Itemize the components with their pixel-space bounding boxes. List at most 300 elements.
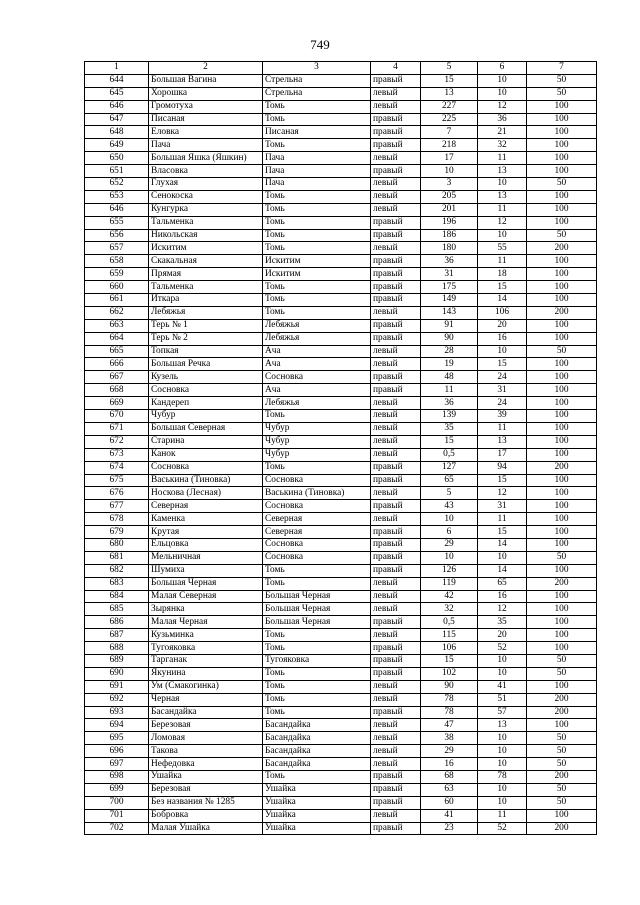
table-row [85,216,597,229]
zone-width-cell: 200 [527,577,597,590]
river-name-cell: Без названия № 1285 [149,796,263,809]
distance-cell: 23 [421,822,478,835]
recipient-cell: Ача [263,345,371,358]
table-row [85,500,597,513]
recipient-cell: Томь [263,242,371,255]
distance-cell: 196 [421,216,478,229]
table-row [85,294,597,307]
length-cell: 10 [478,732,527,745]
distance-cell: 119 [421,577,478,590]
bank-cell: левый [371,242,421,255]
recipient-cell: Ача [263,358,371,371]
recipient-cell: Большая Черная [263,616,371,629]
zone-width-cell: 100 [527,642,597,655]
row-number-cell: 673 [85,448,149,461]
bank-cell: правый [371,229,421,242]
distance-cell: 42 [421,590,478,603]
recipient-cell: Большая Черная [263,590,371,603]
river-name-cell: Ломовая [149,732,263,745]
recipient-cell: Искитим [263,255,371,268]
distance-cell: 127 [421,461,478,474]
recipient-cell: Томь [263,113,371,126]
length-cell: 10 [478,654,527,667]
length-cell: 31 [478,384,527,397]
table-row [85,783,597,796]
table-row [85,255,597,268]
zone-width-cell: 100 [527,603,597,616]
recipient-cell: Томь [263,216,371,229]
recipient-cell: Лебяжья [263,397,371,410]
zone-width-cell: 100 [527,358,597,371]
table-row [85,242,597,255]
length-cell: 13 [478,165,527,178]
zone-width-cell: 100 [527,190,597,203]
zone-width-cell: 100 [527,371,597,384]
table-row [85,732,597,745]
river-name-cell: Большая Речка [149,358,263,371]
zone-width-cell: 100 [527,474,597,487]
river-name-cell: Кузьминка [149,629,263,642]
distance-cell: 0,5 [421,448,478,461]
recipient-cell: Томь [263,461,371,474]
distance-cell: 225 [421,113,478,126]
length-cell: 52 [478,822,527,835]
bank-cell: правый [371,538,421,551]
row-number-cell: 679 [85,526,149,539]
distance-cell: 7 [421,126,478,139]
row-number-cell: 661 [85,294,149,307]
row-number-cell: 686 [85,616,149,629]
row-number-cell: 663 [85,319,149,332]
column-header: 4 [371,62,421,75]
table-row [85,719,597,732]
row-number-cell: 681 [85,551,149,564]
length-cell: 10 [478,551,527,564]
length-cell: 10 [478,345,527,358]
length-cell: 10 [478,796,527,809]
bank-cell: левый [371,693,421,706]
row-number-cell: 684 [85,590,149,603]
bank-cell: левый [371,397,421,410]
distance-cell: 60 [421,796,478,809]
distance-cell: 65 [421,474,478,487]
zone-width-cell: 100 [527,165,597,178]
river-name-cell: Тарганак [149,654,263,667]
row-number-cell: 662 [85,306,149,319]
river-name-cell: Скакальная [149,255,263,268]
river-name-cell: Писаная [149,113,263,126]
length-cell: 39 [478,410,527,423]
row-number-cell: 671 [85,422,149,435]
distance-cell: 106 [421,642,478,655]
length-cell: 10 [478,783,527,796]
bank-cell: правый [371,294,421,307]
river-name-cell: Нефедовка [149,758,263,771]
table-row [85,448,597,461]
row-number-cell: 647 [85,113,149,126]
row-number-cell: 655 [85,216,149,229]
zone-width-cell: 100 [527,629,597,642]
row-number-cell: 678 [85,513,149,526]
length-cell: 35 [478,616,527,629]
river-name-cell: Зырянка [149,603,263,616]
column-header: 7 [527,62,597,75]
distance-cell: 29 [421,745,478,758]
table-row [85,358,597,371]
length-cell: 18 [478,268,527,281]
river-name-cell: Малая Ушайка [149,822,263,835]
zone-width-cell: 100 [527,422,597,435]
length-cell: 11 [478,152,527,165]
bank-cell: правый [371,384,421,397]
length-cell: 12 [478,603,527,616]
river-name-cell: Топкая [149,345,263,358]
bank-cell: левый [371,87,421,100]
river-name-cell: Крутая [149,526,263,539]
length-cell: 32 [478,139,527,152]
column-header: 6 [478,62,527,75]
distance-cell: 28 [421,345,478,358]
length-cell: 11 [478,203,527,216]
river-name-cell: Большая Вагина [149,74,263,87]
row-number-cell: 652 [85,178,149,191]
recipient-cell: Томь [263,306,371,319]
table-row [85,474,597,487]
zone-width-cell: 50 [527,796,597,809]
distance-cell: 78 [421,693,478,706]
length-cell: 65 [478,577,527,590]
recipient-cell: Ача [263,384,371,397]
recipient-cell: Томь [263,564,371,577]
distance-cell: 5 [421,487,478,500]
length-cell: 16 [478,590,527,603]
recipient-cell: Васькина (Тиновка) [263,487,371,500]
zone-width-cell: 100 [527,294,597,307]
zone-width-cell: 100 [527,448,597,461]
river-name-cell: Прямая [149,268,263,281]
table-row [85,203,597,216]
distance-cell: 90 [421,680,478,693]
row-number-cell: 668 [85,384,149,397]
recipient-cell: Пача [263,165,371,178]
zone-width-cell: 100 [527,397,597,410]
recipient-cell: Пача [263,152,371,165]
table-row [85,100,597,113]
length-cell: 36 [478,113,527,126]
row-number-cell: 660 [85,281,149,294]
distance-cell: 16 [421,758,478,771]
length-cell: 24 [478,371,527,384]
table-row [85,551,597,564]
row-number-cell: 701 [85,809,149,822]
table-row [85,603,597,616]
table-row [85,538,597,551]
zone-width-cell: 200 [527,242,597,255]
recipient-cell: Томь [263,203,371,216]
row-number-cell: 651 [85,165,149,178]
length-cell: 15 [478,474,527,487]
rivers-table [84,61,597,835]
river-name-cell: Северная [149,500,263,513]
row-number-cell: 691 [85,680,149,693]
row-number-cell: 690 [85,667,149,680]
river-name-cell: Сосновка [149,461,263,474]
length-cell: 10 [478,74,527,87]
row-number-cell: 683 [85,577,149,590]
row-number-cell: 695 [85,732,149,745]
bank-cell: левый [371,448,421,461]
distance-cell: 139 [421,410,478,423]
length-cell: 14 [478,564,527,577]
row-number-cell: 670 [85,410,149,423]
table-row [85,526,597,539]
distance-cell: 32 [421,603,478,616]
river-name-cell: Шумиха [149,564,263,577]
zone-width-cell: 100 [527,590,597,603]
recipient-cell: Сосновка [263,538,371,551]
bank-cell: правый [371,268,421,281]
distance-cell: 143 [421,306,478,319]
recipient-cell: Басандайка [263,732,371,745]
zone-width-cell: 50 [527,783,597,796]
river-name-cell: Мельничная [149,551,263,564]
recipient-cell: Сосновка [263,551,371,564]
recipient-cell: Северная [263,526,371,539]
recipient-cell: Томь [263,229,371,242]
river-name-cell: Искитим [149,242,263,255]
zone-width-cell: 100 [527,487,597,500]
length-cell: 11 [478,809,527,822]
length-cell: 57 [478,706,527,719]
river-name-cell: Сенокоска [149,190,263,203]
river-name-cell: Бобровка [149,809,263,822]
row-number-cell: 697 [85,758,149,771]
table-row [85,667,597,680]
zone-width-cell: 100 [527,526,597,539]
bank-cell: левый [371,152,421,165]
row-number-cell: 689 [85,654,149,667]
recipient-cell: Стрельна [263,74,371,87]
bank-cell: левый [371,603,421,616]
distance-cell: 36 [421,255,478,268]
bank-cell: правый [371,551,421,564]
recipient-cell: Северная [263,513,371,526]
row-number-cell: 675 [85,474,149,487]
table-row [85,229,597,242]
length-cell: 10 [478,87,527,100]
row-number-cell: 687 [85,629,149,642]
length-cell: 94 [478,461,527,474]
zone-width-cell: 100 [527,216,597,229]
distance-cell: 6 [421,526,478,539]
zone-width-cell: 100 [527,203,597,216]
recipient-cell: Томь [263,577,371,590]
table-row [85,319,597,332]
recipient-cell: Томь [263,281,371,294]
river-name-cell: Березовая [149,719,263,732]
bank-cell: правый [371,113,421,126]
recipient-cell: Томь [263,410,371,423]
river-name-cell: Никольская [149,229,263,242]
bank-cell: правый [371,564,421,577]
recipient-cell: Томь [263,693,371,706]
length-cell: 12 [478,100,527,113]
river-name-cell: Канок [149,448,263,461]
zone-width-cell: 200 [527,706,597,719]
row-number-cell: 648 [85,126,149,139]
bank-cell: левый [371,422,421,435]
bank-cell: правый [371,474,421,487]
length-cell: 11 [478,255,527,268]
recipient-cell: Томь [263,642,371,655]
recipient-cell: Томь [263,629,371,642]
row-number-cell: 669 [85,397,149,410]
river-name-cell: Иткара [149,294,263,307]
row-number-cell: 665 [85,345,149,358]
distance-cell: 13 [421,87,478,100]
table-row [85,706,597,719]
distance-cell: 43 [421,500,478,513]
bank-cell: правый [371,783,421,796]
river-name-cell: Кандереп [149,397,263,410]
distance-cell: 10 [421,165,478,178]
bank-cell: правый [371,139,421,152]
length-cell: 12 [478,487,527,500]
recipient-cell: Ушайка [263,783,371,796]
row-number-cell: 699 [85,783,149,796]
bank-cell: правый [371,616,421,629]
distance-cell: 186 [421,229,478,242]
length-cell: 55 [478,242,527,255]
recipient-cell: Лебяжья [263,319,371,332]
distance-cell: 15 [421,435,478,448]
length-cell: 16 [478,332,527,345]
length-cell: 24 [478,397,527,410]
river-name-cell: Большая Яшка (Яшкин) [149,152,263,165]
distance-cell: 19 [421,358,478,371]
distance-cell: 149 [421,294,478,307]
river-name-cell: Хорошка [149,87,263,100]
row-number-cell: 693 [85,706,149,719]
river-name-cell: Ум (Смакогинка) [149,680,263,693]
distance-cell: 29 [421,538,478,551]
river-name-cell: Васькина (Тиновка) [149,474,263,487]
row-number-cell: 698 [85,770,149,783]
bank-cell: левый [371,203,421,216]
distance-cell: 205 [421,190,478,203]
bank-cell: левый [371,577,421,590]
length-cell: 10 [478,229,527,242]
bank-cell: правый [371,216,421,229]
bank-cell: левый [371,680,421,693]
zone-width-cell: 50 [527,745,597,758]
distance-cell: 47 [421,719,478,732]
bank-cell: левый [371,719,421,732]
river-name-cell: Большая Северная [149,422,263,435]
distance-cell: 48 [421,371,478,384]
distance-cell: 63 [421,783,478,796]
length-cell: 21 [478,126,527,139]
river-name-cell: Кунгурка [149,203,263,216]
river-name-cell: Ельцовка [149,538,263,551]
river-name-cell: Громотуха [149,100,263,113]
table-row [85,461,597,474]
row-number-cell: 659 [85,268,149,281]
column-header: 2 [149,62,263,75]
length-cell: 10 [478,178,527,191]
bank-cell: правый [371,500,421,513]
table-row [85,770,597,783]
row-number-cell: 658 [85,255,149,268]
recipient-cell: Искитим [263,268,371,281]
river-name-cell: Лебяжья [149,306,263,319]
river-name-cell: Тугояковка [149,642,263,655]
zone-width-cell: 100 [527,139,597,152]
table-row [85,397,597,410]
zone-width-cell: 100 [527,126,597,139]
row-number-cell: 672 [85,435,149,448]
bank-cell: левый [371,629,421,642]
bank-cell: правый [371,796,421,809]
length-cell: 13 [478,435,527,448]
river-name-cell: Носкова (Лесная) [149,487,263,500]
table-row [85,422,597,435]
bank-cell: правый [371,74,421,87]
zone-width-cell: 50 [527,654,597,667]
river-name-cell: Большая Черная [149,577,263,590]
recipient-cell: Басандайка [263,719,371,732]
zone-width-cell: 50 [527,345,597,358]
river-name-cell: Малая Черная [149,616,263,629]
river-name-cell: Каменка [149,513,263,526]
zone-width-cell: 200 [527,693,597,706]
zone-width-cell: 100 [527,100,597,113]
table-row [85,268,597,281]
length-cell: 51 [478,693,527,706]
table-row [85,654,597,667]
zone-width-cell: 100 [527,332,597,345]
length-cell: 14 [478,538,527,551]
zone-width-cell: 50 [527,87,597,100]
table-row [85,384,597,397]
recipient-cell: Томь [263,680,371,693]
river-name-cell: Тальменка [149,216,263,229]
zone-width-cell: 100 [527,410,597,423]
zone-width-cell: 100 [527,281,597,294]
river-name-cell: Чубур [149,410,263,423]
river-name-cell: Басандайка [149,706,263,719]
column-header: 1 [85,62,149,75]
column-header: 5 [421,62,478,75]
bank-cell: левый [371,178,421,191]
row-number-cell: 677 [85,500,149,513]
river-name-cell: Кузель [149,371,263,384]
bank-cell: правый [371,642,421,655]
row-number-cell: 649 [85,139,149,152]
river-name-cell: Терь № 1 [149,319,263,332]
row-number-cell: 688 [85,642,149,655]
zone-width-cell: 50 [527,229,597,242]
zone-width-cell: 100 [527,538,597,551]
bank-cell: правый [371,255,421,268]
recipient-cell: Сосновка [263,371,371,384]
river-name-cell: Старина [149,435,263,448]
row-number-cell: 702 [85,822,149,835]
zone-width-cell: 100 [527,719,597,732]
distance-cell: 17 [421,152,478,165]
zone-width-cell: 100 [527,113,597,126]
recipient-cell: Томь [263,190,371,203]
